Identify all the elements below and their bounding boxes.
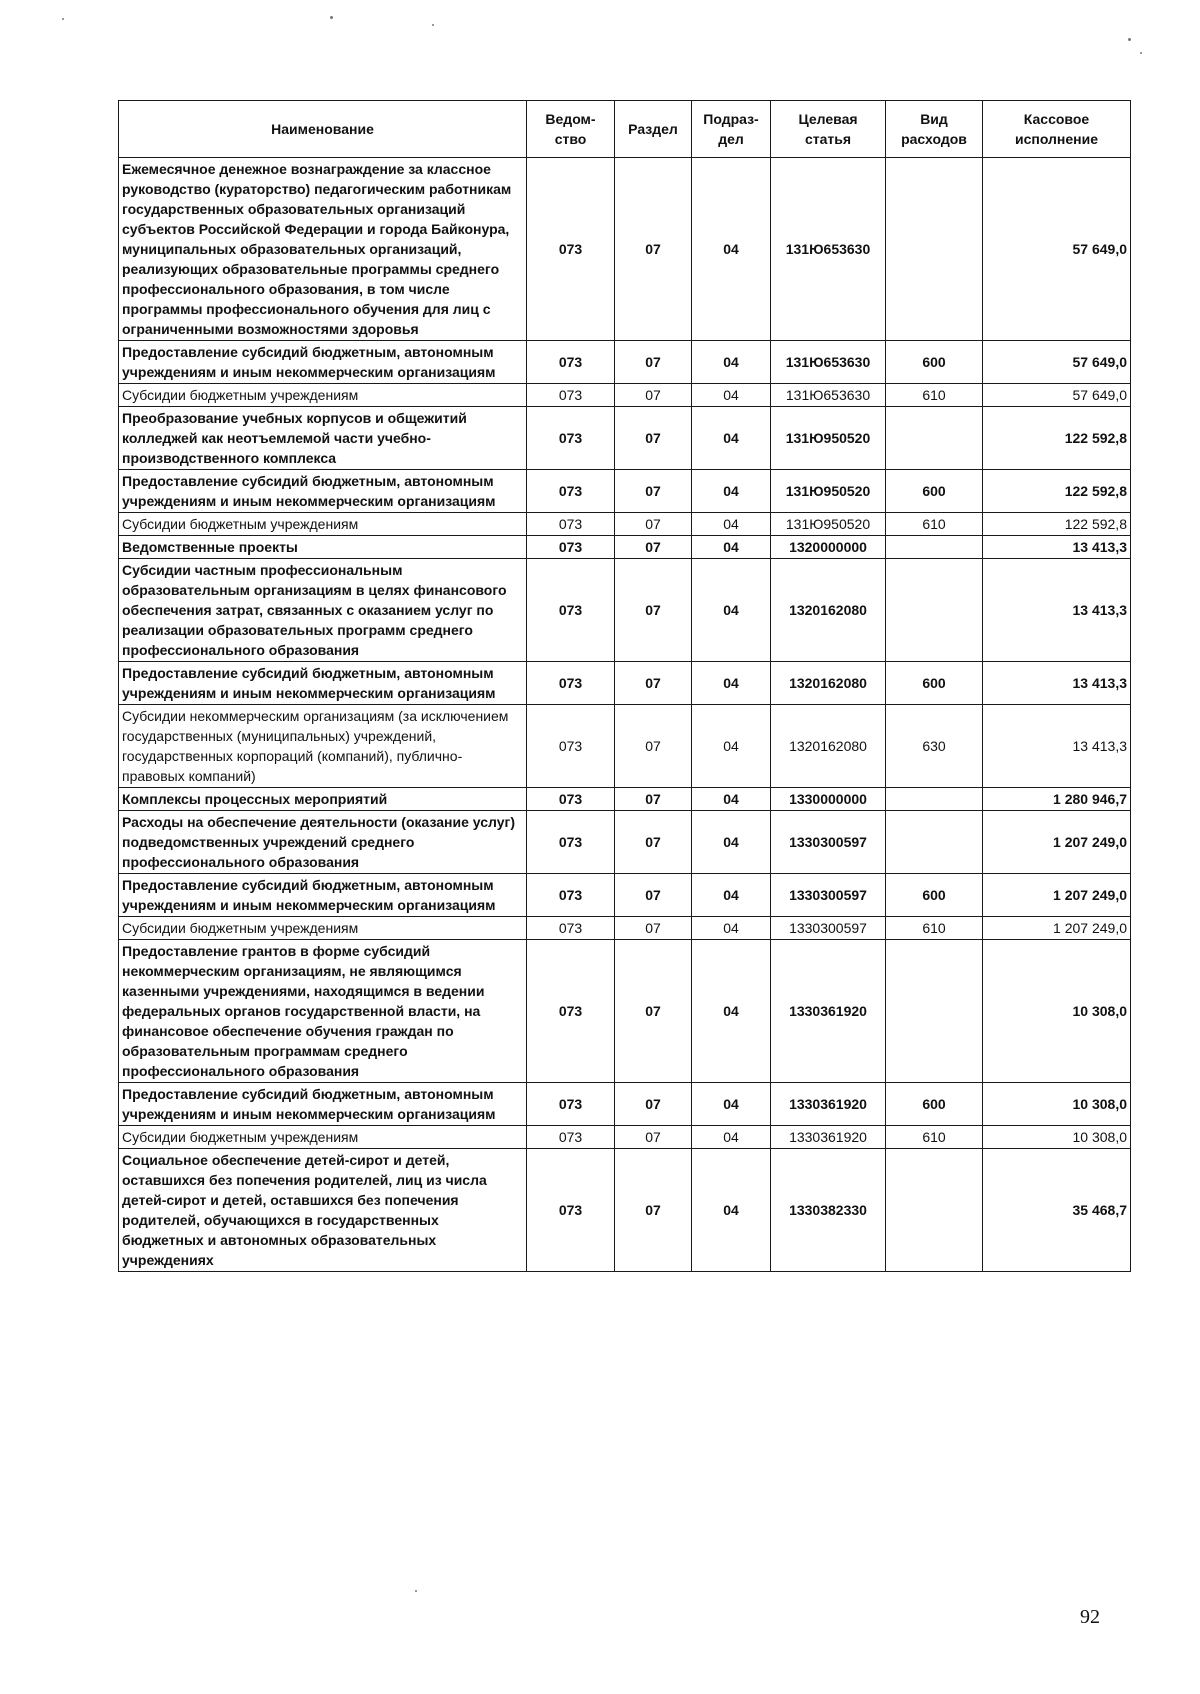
row-razdel-cell: 07 (615, 705, 692, 788)
row-amount-cell: 1 280 946,7 (983, 788, 1131, 811)
header-podrazdel: Подраз-дел (692, 101, 771, 158)
row-razdel-cell: 07 (615, 158, 692, 341)
row-vid-raskhodov-cell (886, 1149, 983, 1272)
row-vedomstvo-cell: 073 (527, 1083, 615, 1126)
row-vid-raskhodov-cell: 630 (886, 705, 983, 788)
row-name-cell: Расходы на обеспечение деятельности (оказание услуг) подведомственных учреждений среднего профессионального образования (119, 811, 527, 874)
row-razdel-cell: 07 (615, 811, 692, 874)
table-row (119, 705, 1131, 788)
row-name-cell: Социальное обеспечение детей-сирот и детей, оставшихся без попечения родителей, лиц из числа детей-сирот и детей, оставшихся без попечения родителей, обучающихся в государственных бюджетных и автономных образовательных учреждениях (119, 1149, 527, 1272)
scan-speck (330, 16, 333, 19)
row-amount-cell: 1 207 249,0 (983, 811, 1131, 874)
row-name-cell: Комплексы процессных мероприятий (119, 788, 527, 811)
row-vedomstvo-cell: 073 (527, 513, 615, 536)
row-amount-cell: 10 308,0 (983, 1126, 1131, 1149)
row-name-cell: Субсидии частным профессиональным образовательным организациям в целях финансового обеспечения затрат, связанных с оказанием услуг по реализации образовательных программ среднего профессионального образования (119, 559, 527, 662)
table-row (119, 1126, 1131, 1149)
row-vid-raskhodov-cell: 610 (886, 513, 983, 536)
row-podrazdel-cell: 04 (692, 1149, 771, 1272)
row-vid-raskhodov-cell (886, 407, 983, 470)
row-name-cell: Субсидии бюджетным учреждениям (119, 384, 527, 407)
row-razdel-cell: 07 (615, 384, 692, 407)
row-amount-cell: 122 592,8 (983, 513, 1131, 536)
row-podrazdel-cell: 04 (692, 1126, 771, 1149)
table-row (119, 1149, 1131, 1272)
row-podrazdel-cell: 04 (692, 705, 771, 788)
row-podrazdel-cell: 04 (692, 407, 771, 470)
row-tselevaya-statya-cell: 131Ю950520 (771, 513, 886, 536)
header-razdel: Раздел (615, 101, 692, 158)
row-vedomstvo-cell: 073 (527, 407, 615, 470)
table-row (119, 662, 1131, 705)
row-razdel-cell: 07 (615, 559, 692, 662)
row-tselevaya-statya-cell: 1330300597 (771, 811, 886, 874)
row-tselevaya-statya-cell: 1330361920 (771, 1083, 886, 1126)
table-row (119, 470, 1131, 513)
row-amount-cell: 57 649,0 (983, 341, 1131, 384)
scan-speck (1140, 52, 1142, 54)
row-podrazdel-cell: 04 (692, 341, 771, 384)
row-name-cell: Субсидии бюджетным учреждениям (119, 917, 527, 940)
row-tselevaya-statya-cell: 1320162080 (771, 559, 886, 662)
row-name-cell: Субсидии бюджетным учреждениям (119, 513, 527, 536)
row-vedomstvo-cell: 073 (527, 1126, 615, 1149)
row-name-cell: Преобразование учебных корпусов и общежитий колледжей как неотъемлемой части учебно-производственного комплекса (119, 407, 527, 470)
row-vedomstvo-cell: 073 (527, 384, 615, 407)
row-name-cell: Предоставление субсидий бюджетным, автономным учреждениям и иным некоммерческим организациям (119, 1083, 527, 1126)
row-podrazdel-cell: 04 (692, 158, 771, 341)
row-vid-raskhodov-cell (886, 788, 983, 811)
row-razdel-cell: 07 (615, 917, 692, 940)
row-name-cell: Предоставление субсидий бюджетным, автономным учреждениям и иным некоммерческим организациям (119, 470, 527, 513)
row-vedomstvo-cell: 073 (527, 788, 615, 811)
row-amount-cell: 122 592,8 (983, 407, 1131, 470)
row-name-cell: Ежемесячное денежное вознаграждение за классное руководство (кураторство) педагогическим работникам государственных образовательных организаций субъектов Российской Федерации и города Байконура, муниципальных образовательных организаций, реализующих образовательные программы среднего профессионального образования, в том числе программы профессионального обучения для лиц с ограниченными возможностями здоровья (119, 158, 527, 341)
row-tselevaya-statya-cell: 131Ю653630 (771, 158, 886, 341)
row-vedomstvo-cell: 073 (527, 341, 615, 384)
row-amount-cell: 57 649,0 (983, 384, 1131, 407)
row-name-cell: Предоставление грантов в форме субсидий некоммерческим организациям, не являющимся казенными учреждениями, находящимся в ведении федеральных органов государственной власти, на финансовое обеспечение обучения граждан по образовательным программам среднего профессионального образования (119, 940, 527, 1083)
row-vedomstvo-cell: 073 (527, 158, 615, 341)
row-tselevaya-statya-cell: 1330361920 (771, 940, 886, 1083)
row-vid-raskhodov-cell: 600 (886, 470, 983, 513)
row-name-cell: Предоставление субсидий бюджетным, автономным учреждениям и иным некоммерческим организациям (119, 874, 527, 917)
row-podrazdel-cell: 04 (692, 536, 771, 559)
budget-table (118, 100, 1131, 1272)
row-vedomstvo-cell: 073 (527, 940, 615, 1083)
row-podrazdel-cell: 04 (692, 513, 771, 536)
row-vedomstvo-cell: 073 (527, 1149, 615, 1272)
header-kassovoe-ispolnenie: Кассовое исполнение (983, 101, 1131, 158)
row-razdel-cell: 07 (615, 1149, 692, 1272)
row-vedomstvo-cell: 073 (527, 874, 615, 917)
row-vid-raskhodov-cell (886, 536, 983, 559)
row-vedomstvo-cell: 073 (527, 470, 615, 513)
row-tselevaya-statya-cell: 1320162080 (771, 662, 886, 705)
table-row (119, 1083, 1131, 1126)
row-amount-cell: 10 308,0 (983, 940, 1131, 1083)
row-vid-raskhodov-cell: 600 (886, 874, 983, 917)
table-row (119, 874, 1131, 917)
row-podrazdel-cell: 04 (692, 811, 771, 874)
row-razdel-cell: 07 (615, 788, 692, 811)
scan-speck (1128, 38, 1131, 41)
row-vid-raskhodov-cell (886, 940, 983, 1083)
row-tselevaya-statya-cell: 131Ю950520 (771, 407, 886, 470)
row-vedomstvo-cell: 073 (527, 536, 615, 559)
row-tselevaya-statya-cell: 131Ю653630 (771, 384, 886, 407)
row-podrazdel-cell: 04 (692, 559, 771, 662)
row-amount-cell: 13 413,3 (983, 705, 1131, 788)
row-razdel-cell: 07 (615, 407, 692, 470)
row-podrazdel-cell: 04 (692, 874, 771, 917)
row-name-cell: Ведомственные проекты (119, 536, 527, 559)
table-header-row (119, 101, 1131, 158)
row-vedomstvo-cell: 073 (527, 705, 615, 788)
row-vedomstvo-cell: 073 (527, 559, 615, 662)
row-razdel-cell: 07 (615, 536, 692, 559)
row-podrazdel-cell: 04 (692, 788, 771, 811)
row-amount-cell: 13 413,3 (983, 536, 1131, 559)
row-podrazdel-cell: 04 (692, 1083, 771, 1126)
table-row (119, 158, 1131, 341)
row-razdel-cell: 07 (615, 470, 692, 513)
row-razdel-cell: 07 (615, 513, 692, 536)
row-amount-cell: 122 592,8 (983, 470, 1131, 513)
header-name: Наименование (119, 101, 527, 158)
row-name-cell: Субсидии некоммерческим организациям (за исключением государственных (муниципальных) учреждений, государственных корпораций (компаний), публично-правовых компаний) (119, 705, 527, 788)
row-name-cell: Субсидии бюджетным учреждениям (119, 1126, 527, 1149)
row-tselevaya-statya-cell: 1330382330 (771, 1149, 886, 1272)
row-razdel-cell: 07 (615, 341, 692, 384)
table-row (119, 559, 1131, 662)
row-vid-raskhodov-cell: 610 (886, 917, 983, 940)
row-amount-cell: 1 207 249,0 (983, 874, 1131, 917)
table-row (119, 811, 1131, 874)
table-row (119, 407, 1131, 470)
row-name-cell: Предоставление субсидий бюджетным, автономным учреждениям и иным некоммерческим организациям (119, 341, 527, 384)
scan-speck (415, 1590, 417, 1592)
table-row (119, 917, 1131, 940)
row-podrazdel-cell: 04 (692, 470, 771, 513)
page-number: 92 (1080, 1606, 1100, 1628)
table-row (119, 341, 1131, 384)
scan-speck (62, 18, 64, 20)
row-podrazdel-cell: 04 (692, 917, 771, 940)
row-razdel-cell: 07 (615, 1126, 692, 1149)
row-tselevaya-statya-cell: 1330361920 (771, 1126, 886, 1149)
row-razdel-cell: 07 (615, 662, 692, 705)
table-row (119, 788, 1131, 811)
row-amount-cell: 13 413,3 (983, 559, 1131, 662)
row-tselevaya-statya-cell: 1330300597 (771, 917, 886, 940)
row-amount-cell: 13 413,3 (983, 662, 1131, 705)
row-razdel-cell: 07 (615, 1083, 692, 1126)
table-row (119, 536, 1131, 559)
row-tselevaya-statya-cell: 1320162080 (771, 705, 886, 788)
row-tselevaya-statya-cell: 1330000000 (771, 788, 886, 811)
row-vedomstvo-cell: 073 (527, 811, 615, 874)
header-vid-raskhodov: Вид расходов (886, 101, 983, 158)
row-vid-raskhodov-cell: 610 (886, 384, 983, 407)
row-tselevaya-statya-cell: 131Ю950520 (771, 470, 886, 513)
row-tselevaya-statya-cell: 1320000000 (771, 536, 886, 559)
row-tselevaya-statya-cell: 131Ю653630 (771, 341, 886, 384)
header-tselevaya-statya: Целевая статья (771, 101, 886, 158)
row-name-cell: Предоставление субсидий бюджетным, автономным учреждениям и иным некоммерческим организациям (119, 662, 527, 705)
row-vedomstvo-cell: 073 (527, 917, 615, 940)
row-vid-raskhodov-cell (886, 158, 983, 341)
scan-speck (432, 24, 434, 26)
row-amount-cell: 57 649,0 (983, 158, 1131, 341)
row-vid-raskhodov-cell (886, 559, 983, 662)
row-podrazdel-cell: 04 (692, 940, 771, 1083)
table-body (119, 158, 1131, 1272)
row-vid-raskhodov-cell: 610 (886, 1126, 983, 1149)
row-vid-raskhodov-cell (886, 811, 983, 874)
table-row (119, 940, 1131, 1083)
row-podrazdel-cell: 04 (692, 662, 771, 705)
row-razdel-cell: 07 (615, 874, 692, 917)
table-row (119, 513, 1131, 536)
header-vedomstvo: Ведом-ство (527, 101, 615, 158)
row-vid-raskhodov-cell: 600 (886, 341, 983, 384)
row-razdel-cell: 07 (615, 940, 692, 1083)
row-tselevaya-statya-cell: 1330300597 (771, 874, 886, 917)
row-vid-raskhodov-cell: 600 (886, 662, 983, 705)
row-vid-raskhodov-cell: 600 (886, 1083, 983, 1126)
table-row (119, 384, 1131, 407)
row-amount-cell: 35 468,7 (983, 1149, 1131, 1272)
row-amount-cell: 1 207 249,0 (983, 917, 1131, 940)
row-vedomstvo-cell: 073 (527, 662, 615, 705)
row-amount-cell: 10 308,0 (983, 1083, 1131, 1126)
row-podrazdel-cell: 04 (692, 384, 771, 407)
